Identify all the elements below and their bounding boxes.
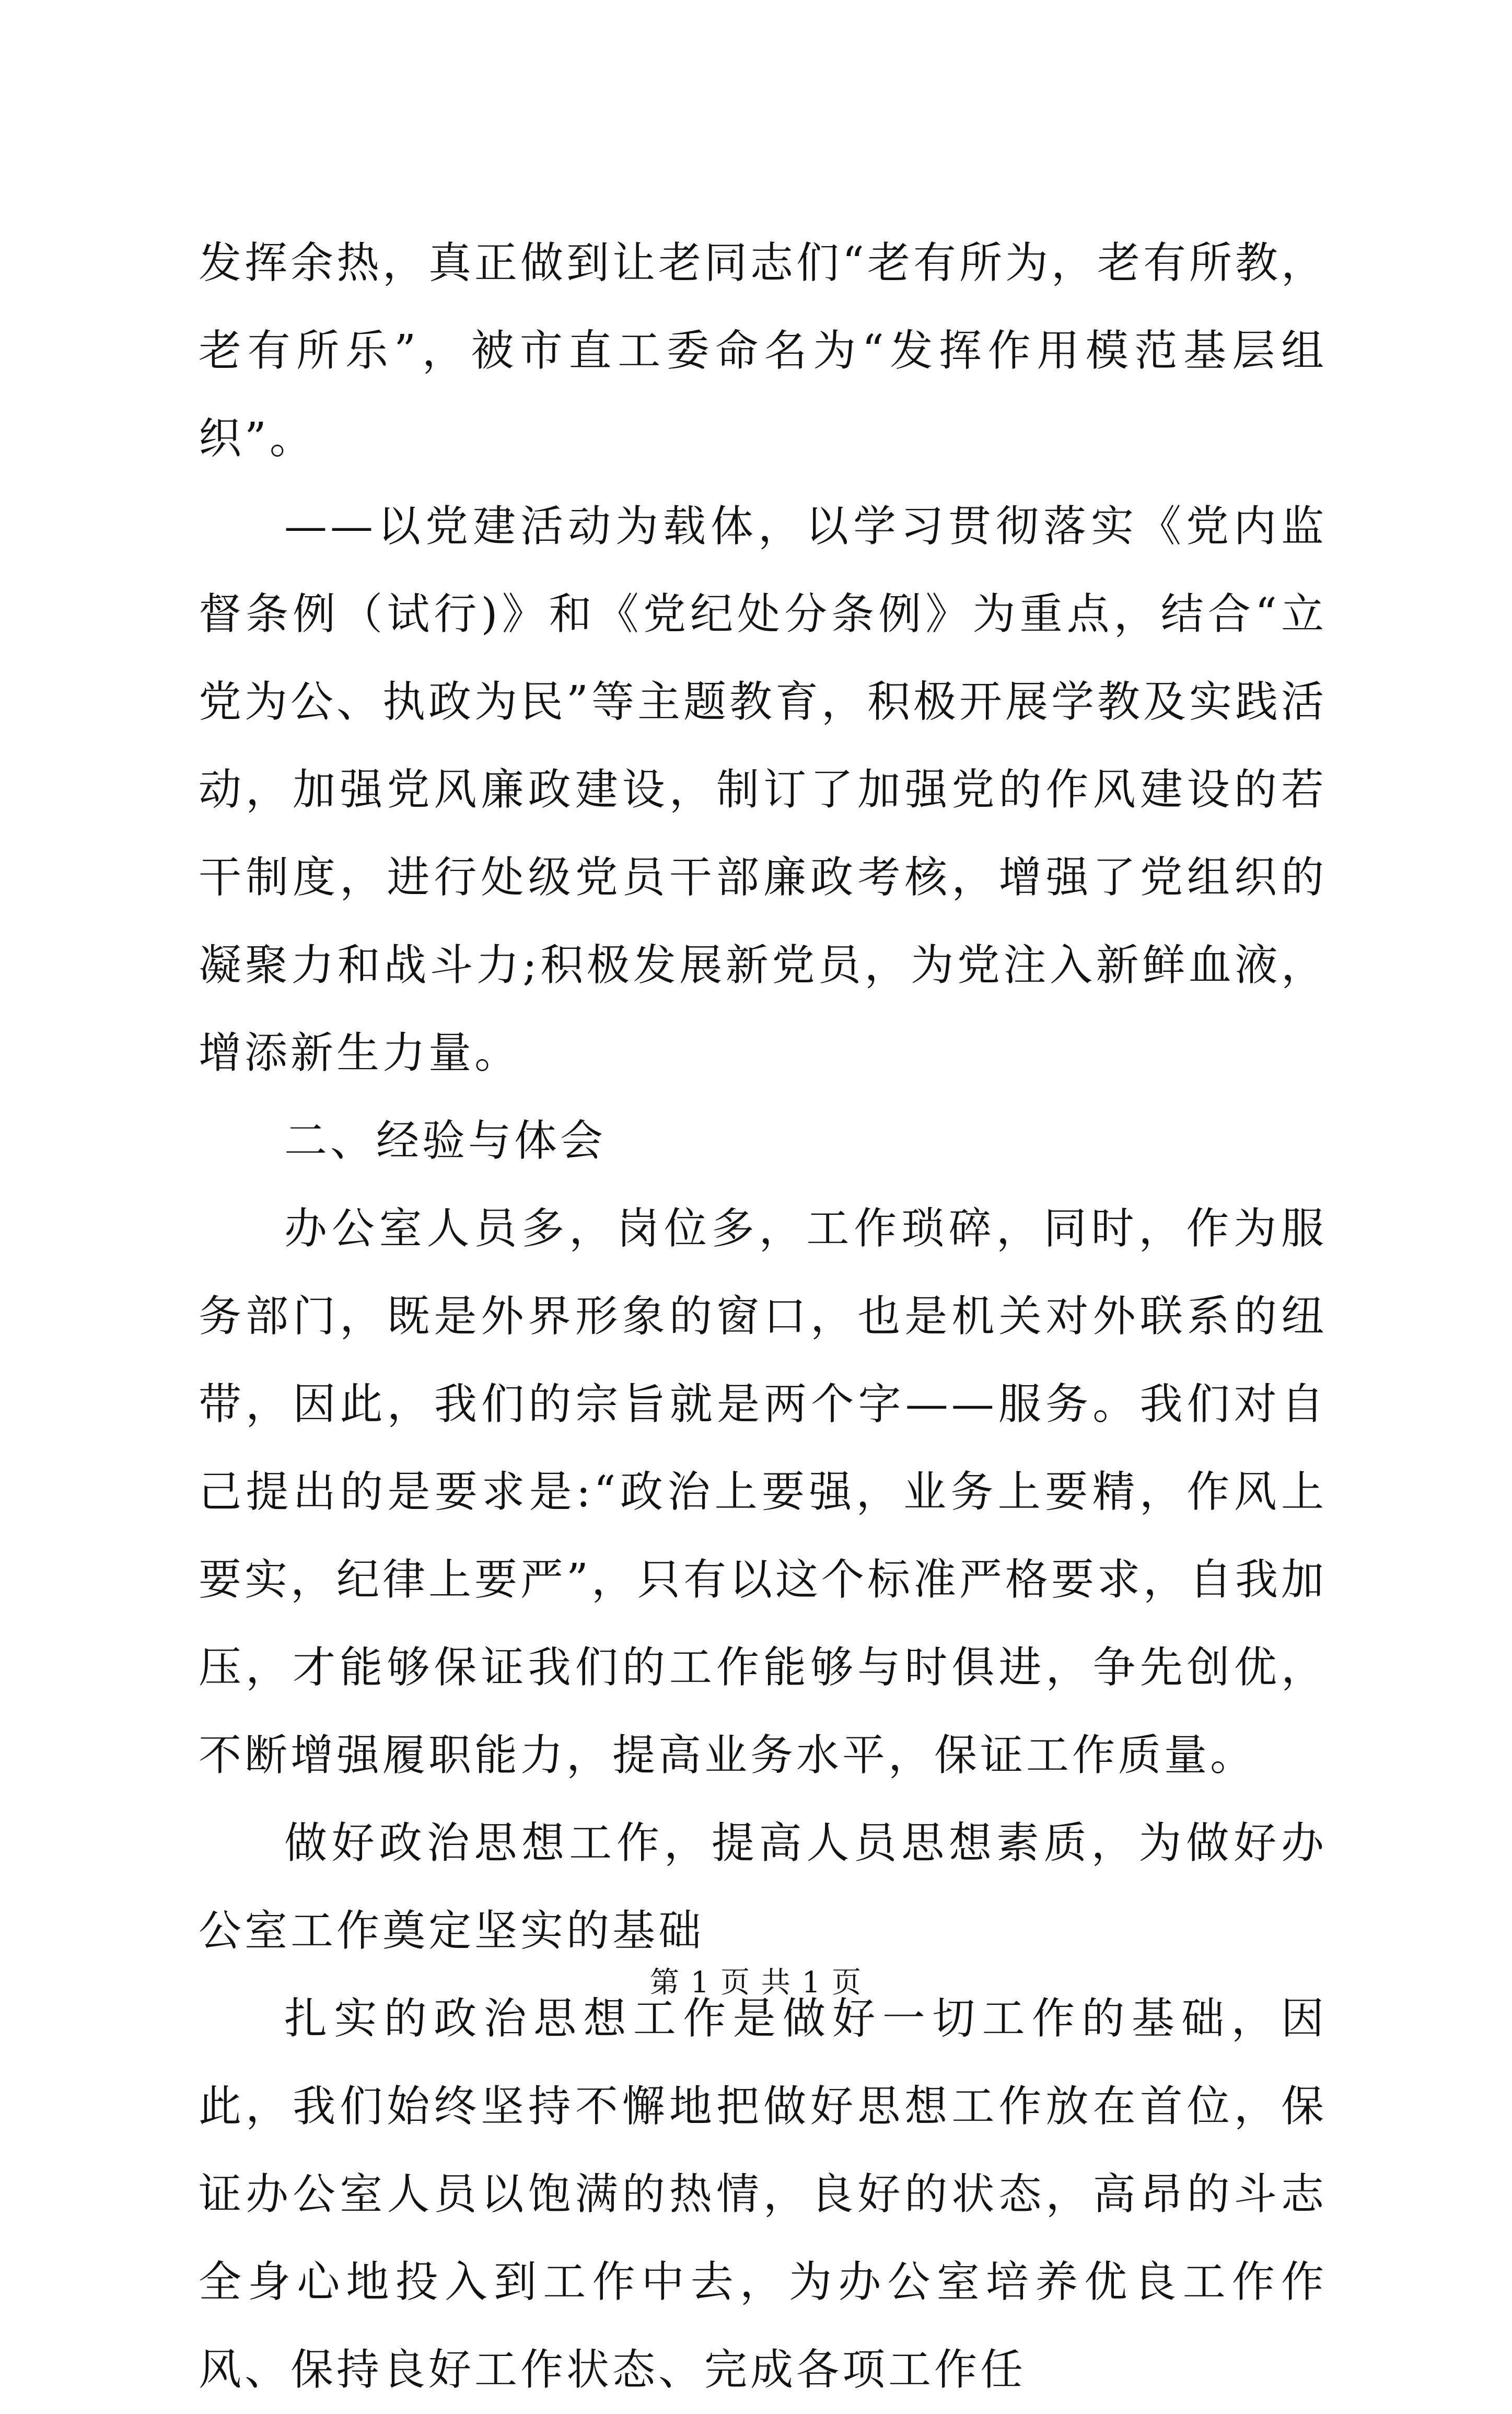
page-footer: 第 1 页 共 1 页 [649,1966,863,2000]
paragraph-party-building: ——以党建活动为载体，以学习贯彻落实《党内监督条例（试行)》和《党纪处分条例》为重点，结合“立党为公、执政为民”等主题教育，积极开展学教及实践活动，加强党风廉政建设，制订了加强党的作风建设的若干制度，进行处级党员干部廉政考核，增强了党组织的凝聚力和战斗力;积极发展新党员，为党注入新鲜血液，增添新生力量。 [199,502,1327,1078]
paragraph-continued: 发挥余热，真正做到让老同志们“老有所为，老有所教，老有所乐”，被市直工委命名为“发挥作用模范基层组织”。 [199,238,1327,463]
paragraph-political-work: 扎实的政治思想工作是做好一切工作的基础，因此，我们始终坚持不懈地把做好思想工作放在首位，保证办公室人员以饱满的热情，良好的状态，高昂的斗志全身心地投入到工作中去，为办公室培养优良工作作风、保持良好工作状态、完成各项工作任 [199,1994,1327,2395]
document-body [199,219,1327,2414]
paragraph-office-service: 办公室人员多，岗位多，工作琐碎，同时，作为服务部门，既是外界形象的窗口，也是机关对外联系的纽带，因此，我们的宗旨就是两个字——服务。我们对自己提出的是要求是:“政治上要强，业务上要精，作风上要实，纪律上要严”，只有以这个标准严格要求，自我加压，才能够保证我们的工作能够与时俱进，争先创优，不断增强履职能力，提高业务水平，保证工作质量。 [199,1204,1327,1780]
section-heading: 二、经验与体会 [284,1116,607,1166]
paragraph-subheading: 做好政治思想工作，提高人员思想素质，为做好办公室工作奠定坚实的基础 [199,1818,1327,1956]
